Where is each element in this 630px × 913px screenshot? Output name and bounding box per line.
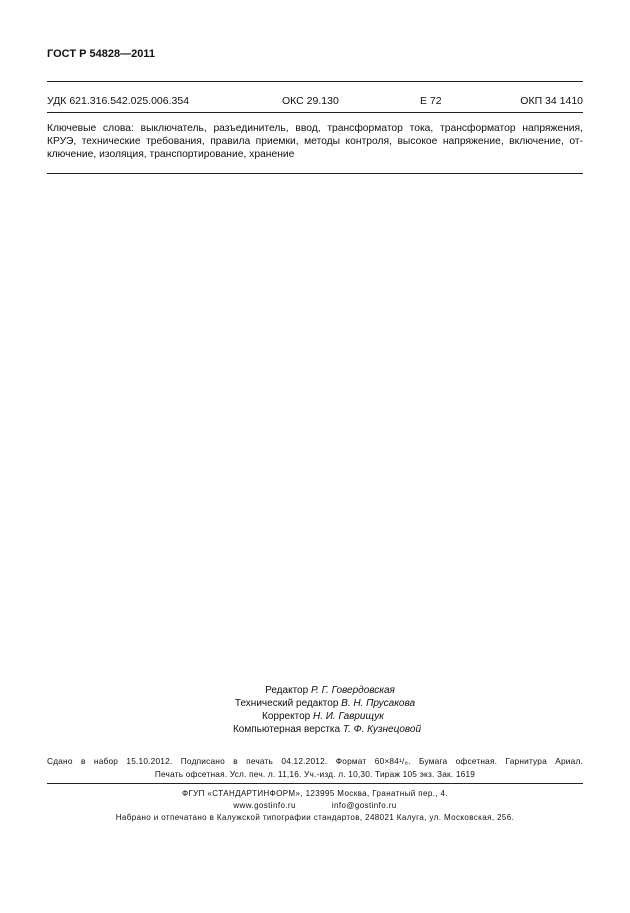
keywords-block [47, 122, 583, 161]
printer-info: Набрано и отпечатано в Калужской типографии стандартов, 248021 Калуга, ул. Московская, 256. [115, 813, 515, 822]
udk-code: УДК 621.316.542.025.006.354 [47, 95, 190, 107]
publisher-block [47, 788, 583, 824]
imprint-divider [47, 783, 583, 784]
layout-name: Т. Ф. Кузнецовой [342, 724, 422, 735]
imprint-block [47, 755, 583, 781]
publisher-contacts [47, 800, 583, 812]
corrector-role: Корректор [262, 711, 313, 722]
oks-code: ОКС 29.130 [282, 95, 339, 107]
okp-code: ОКП 34 1410 [520, 95, 583, 107]
publisher-website: www.gostinfo.ru [233, 801, 296, 810]
imprint-line: Сдано в набор 15.10.2012. Подписано в печать 04.12.2012. Формат 60×84¹/₈. Бумага офсетная. Гарнитура Ариал. [47, 756, 583, 766]
layout-line [12, 723, 630, 736]
publisher-email: info@gostinfo.ru [331, 801, 397, 810]
tech-editor-line [10, 697, 630, 710]
bottom-divider [47, 173, 583, 174]
credits-block [0, 684, 630, 736]
imprint-line: Печать офсетная. Усл. печ. л. 11,16. Уч.-изд. л. 10,30. Тираж 105 экз. Зак. 1619 [154, 769, 476, 779]
layout-role: Компьютерная верстка [232, 724, 343, 735]
keywords-line: Ключевые слова: выключатель, разъединитель, ввод, трансформатор тока, трансформатор напряжения, [47, 123, 583, 134]
publisher-address: ФГУП «СТАНДАРТИНФОРМ», 123995 Москва, Гранатный пер., 4. [181, 789, 449, 798]
editor-line [15, 684, 630, 697]
document-code: ГОСТ Р 54828—2011 [47, 48, 155, 60]
e-code: Е 72 [420, 95, 442, 107]
editor-role: Редактор [265, 685, 311, 696]
tech-editor-name: В. Н. Прусакова [341, 698, 416, 709]
tech-editor-role: Технический редактор [234, 698, 342, 709]
keywords-line: ключение, изоляция, транспортирование, хранение [47, 149, 295, 160]
corrector-line [8, 710, 630, 723]
middle-divider [47, 112, 583, 113]
corrector-name: Н. И. Гаврищук [312, 711, 384, 722]
editor-name: Р. Г. Говердовская [310, 685, 395, 696]
keywords-line: КРУЭ, технические требования, правила приемки, методы контроля, высокое напряжение, включение, от- [47, 136, 583, 147]
top-divider [47, 81, 583, 82]
